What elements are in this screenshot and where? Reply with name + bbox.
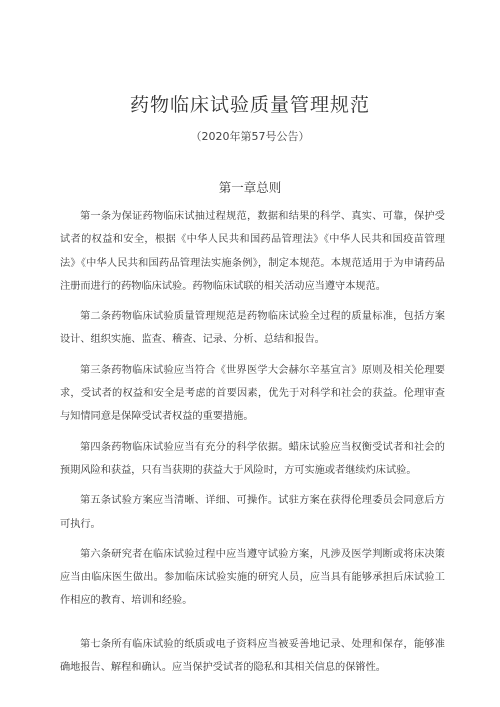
article-7-paragraph: 第七条所有临床试验的纸质或电子资料应当被妥善地记录、处理和保存，能够准确地报告、解程和确认。应当保护受试者的隐私和其相关信息的保锵性。: [60, 638, 445, 674]
article-5-paragraph: 第五条试验方案应当清晰、详细、可操作。试驻方案在获得伦理委员会同意后方可执行。: [60, 495, 445, 530]
article-2-paragraph: 第二条药物临床试验质量管理规范是药物临床试验全过程的质量标准，包括方案设计、组织实施、监查、稽查、记录、分析、总结和报告。: [60, 311, 445, 346]
document-body: [60, 205, 445, 686]
article-6-paragraph: 第六条研究者在临床试验过程中应当遵守试验方案，凡涉及医学判断或将床决策应当由临床医生做出。参加临床试验实施的研究人员，应当具有能够承担后床试验工作相应的教育、培训和经验。: [60, 548, 445, 607]
chapter-heading: 第一章总则: [218, 180, 282, 195]
article-4-paragraph: 第四条药物临床试验应当有充分的科学依据。蜡床试验应当权衡受试者和社会的预期风险和获益，只有当获期的获益大于风险时，方可实施或者继续灼床试验。: [60, 441, 445, 476]
document-subtitle: （2020年第57号公告）: [190, 130, 310, 143]
article-3-paragraph: 第三条药物临床试验应当符合《世界医学大会赫尔辛基宣言》原则及相关伦理要求，受试者的权益和安全是考虑的首要因素，优先于对科学和社会的获益。伦理审查与知情同意是保障受试者权益的重要措施。: [60, 364, 445, 423]
document-title: 药物临床试验质量管理规范: [129, 94, 370, 116]
article-1-paragraph: 第一条为保证药物临床试抽过程规范，数据和结果的科学、真实、可靠，保护受试者的权益和安全，根据《中华人民共和国药品管理法》《中华人民共和国疫苗管理法》《中华人民共和国药品管理法实施条例》，制定本规范。本规范适用于为申请药品注册而进行的药物临床试验。药物临床试联的相关活动应当遵守本规范。: [60, 211, 445, 292]
